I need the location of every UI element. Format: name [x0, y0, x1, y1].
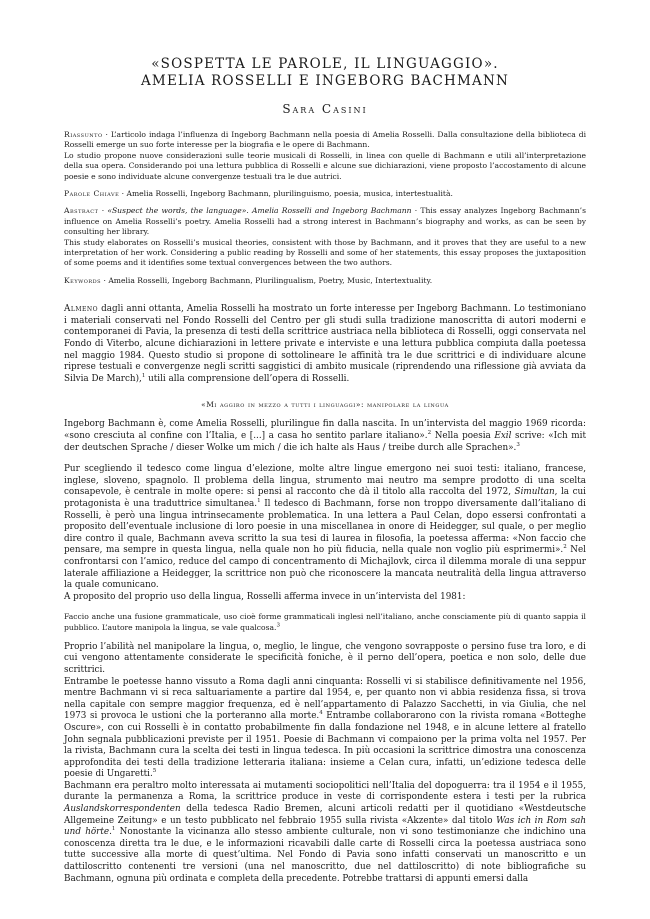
quote-text: Faccio anche una fusione grammaticale, uso cioè forme grammaticali inglesi nell’italiano, anche consciamente più di quanto sappia il pubblico. L’autore manipola la lingua, se vale qualcosa. — [64, 612, 586, 632]
abstract-p2: This study elaborates on Rosselli’s musical theories, consistent with those by Bachmann, and it proves that they are useful to a new interpretation of her work. Considering a public reading by Rosselli and some of her statements, this essay proposes the juxtaposition of some poems and it identifies some textual convergences between the two authors. — [64, 237, 586, 268]
footnote-marker: 1 — [111, 826, 116, 833]
section-title: «Mi aggiro in mezzo a tutti i linguaggi»: manipolare la lingua — [201, 400, 449, 410]
mutamenti-paragraph — [64, 781, 586, 885]
bachmann-paragraph — [64, 419, 586, 454]
simultan-title: Simultan — [514, 487, 555, 498]
roma-text-b: Entrambe collaborarono con la rivista romana «Botteghe Oscure», con cui Rosselli è in contatto probabilmente fin dalla fondazione nel 1948, e in alcune lettere al fratello John segnala pubblicazioni previste per il 1951. Poesie di Bachmann vi compaiono per la prima volta nel 1957. Per la rivista, Bachmann cura la scelta dei testi in lingua tedesca. In più occasioni la scrittrice dimostra una conoscenza approfondita dei testi della tradizione letteraria italiana: insieme a Celan cura, infatti, un’edizione tedesca delle poesie di Ungaretti. — [64, 711, 586, 780]
keywords-sep: · — [101, 275, 109, 285]
block-quote — [64, 612, 586, 632]
article-title — [64, 56, 586, 90]
was-ich-title: Was ich in Rom sah und hörte — [64, 815, 586, 838]
abilita-paragraph: Proprio l’abilità nel manipolare la lingua, o, meglio, le lingue, che vengono sovrapposte o persino fuse tra loro, e di cui vengono attentamente considerate le specificità foniche, è il perno dell’opera, poetica e non solo, delle due scrittrici. — [64, 641, 586, 675]
tedesco-text-e: A proposito del proprio uso della lingua, Rosselli afferma invece in un’intervista del 1981: — [64, 591, 466, 602]
parole-chiave-sep: · — [119, 189, 127, 199]
footnote-marker: 1 — [141, 372, 146, 379]
abstract-sep: · — [98, 206, 108, 216]
tedesco-text-c: Il tedesco di Bachmann, forse non troppo diversamente dall’italiano di Rosselli, è però una lingua intrinsecamente problematica. In una lettera a Paul Celan, dopo essersi confrontati a proposito dell’eventuale inclusione di loro poesie in una miscellanea in onore di Heidegger, sul quale, o per meglio dire contro il quale, Bachmann aveva scritto la sua tesi di laurea in filosofia, la poetessa afferma: «Non faccio che pensare, ma sempre in questa lingua, nella quale non ho più fiducia, nella quale non voglio più esprimermi». — [64, 499, 586, 556]
mutamenti-text-b: della tedesca Radio Bremen, alcuni articoli redatti per il quotidiano «Westdeutsche Allgemeine Zeitung» e un testo pubblicato nel febbraio 1955 sulla rivista «Akzente» dal titolo — [64, 804, 586, 826]
roma-text-a: Entrambe le poetesse hanno vissuto a Roma dagli anni cinquanta: Rosselli vi si stabilisce definitivamente nel 1956, mentre Bachmann vi si reca saltuariamente a partire dal 1954, e, per quanto non vi abbia residenza fissa, si trova nella capitale con sempre maggior frequenza, ed è nell’appartamento di Palazzo Sacchetti, in via Giulia, che nel 1973 si provoca le ustioni che la porteranno alla morte. — [64, 676, 586, 722]
parole-chiave-text: Amelia Rosselli, Ingeborg Bachmann, plurilinguismo, poesia, musica, intertestualità. — [126, 189, 453, 199]
bachmann-text-a: Ingeborg Bachmann è, come Amelia Rosselli, plurilingue fin dalla nascita. In un’intervista del maggio 1969 ricorda: «sono cresciuta al confine con l’Italia, e [...] a casa ho sentito parlare italiano». — [64, 419, 586, 442]
tedesco-text-d: Nel confrontarsi con l’amico, reduce del campo di concentramento di Michajlovk, circa il dilemma morale di una seppur laterale affiliazione a Heidegger, la scrittrice non può che riconoscere la mancata neutralità della lingua attraverso la quale comunicano. — [64, 545, 587, 591]
mutamenti-text-d: Nonostante la vicinanza allo stesso ambiente culturale, non vi sono testimonianze che indichino una conoscenza diretta tra le due, e le informazioni ricavabili dalle carte di Rosselli circa la poetessa austriaca sono tutte successive alla morte di quest’ultima. Nel Fondo di Pavia sono infatti conservati un manoscritto e un dattiloscritto contenenti tre versioni (una nel manoscritto, due nel dattiloscritto) di note bibliografiche su Bachmann, ognuna più ordinata e completa della precedente. Potrebbe trattarsi di appunti emersi dalla — [64, 827, 586, 884]
title-line-2: AMELIA ROSSELLI E INGEBORG BACHMANN — [140, 73, 510, 89]
footnote-marker: 1 — [257, 498, 261, 505]
keywords-label: Keywords — [64, 275, 102, 285]
intro-text-a: dagli anni ottanta, Amelia Rosselli ha mostrato un forte interesse per Ingeborg Bachmann. Lo testimoniano i materiali conservati nel Fondo Rosselli del Centro per gli studi sulla tradizione manoscritta di autori moderni e contemporanei di Pavia, la presenza di testi della scrittrice austriaca nella biblioteca di Rosselli, oggi conservata nel Fondo di Viterbo, alcune dichiarazioni in lettere private e interviste e una lettura pubblica compiuta dalla poetessa nel maggio 1984. Questo studio si propone di sottolineare le affinità tra le due scrittrici e di individuare alcune riprese testuali e convergenze negli scritti saggistici di ambito musicale (riprendendo una riflessione già avviata da Silvia De March), — [64, 304, 586, 384]
footnote-marker: 2 — [563, 544, 567, 551]
ausland-title: Auslandskorrespondenten — [64, 804, 181, 815]
roma-paragraph — [64, 677, 586, 781]
footnote-marker: 3 — [516, 441, 520, 448]
footnote-marker: 5 — [152, 768, 157, 775]
parole-chiave — [64, 189, 586, 199]
intro-first-word: Almeno — [64, 304, 99, 315]
bachmann-text-c: scrive: «Ich mit der deutschen Sprache / dieser Wolke um mich / die ich halte als Haus / treibe durch alle Sprachen». — [64, 431, 586, 453]
abstract-title: «Suspect the words, the language». Amelia Rosselli and Ingeborg Bachmann — [107, 206, 412, 216]
riassunto-label: Riassunto — [64, 130, 103, 139]
abstract-block — [64, 206, 586, 268]
riassunto-sep: · — [102, 130, 111, 139]
footnote-marker: 4 — [319, 710, 323, 717]
abstract-p1 — [64, 206, 586, 237]
riassunto-p2: Lo studio propone nuove considerazioni sulle teorie musicali di Rosselli, in linea con quelle di Bachmann e utili all’interpretazione della sua opera. Considerando poi una lettura pubblica di Rosselli e alcune sue dichiarazioni, viene proposto l’accostamento di alcune poesie e sono individuate alcune convergenze testuali tra le due autrici. — [64, 150, 586, 181]
exil-title: Exil — [494, 431, 512, 442]
footnote-marker: 3 — [276, 622, 280, 629]
abstract-sep-2: · — [411, 206, 421, 216]
riassunto-text-1: L’articolo indaga l’influenza di Ingeborg Bachmann nella poesia di Amelia Rosselli. Dalla consultazione della biblioteca di Rosselli emerge un suo forte interesse per la biografia e le opere di Bachmann. — [64, 130, 586, 150]
keywords-block — [64, 276, 586, 286]
intro-text-b: utili alla comprensione dell’opera di Rosselli. — [145, 373, 350, 384]
footnote-marker: 2 — [427, 430, 432, 437]
mutamenti-text-c: . — [109, 827, 112, 838]
mutamenti-text-a: Bachmann era peraltro molto interessata ai mutamenti sociopolitici nell’Italia del dopoguerra: tra il 1954 e il 1955, durante la permanenza a Roma, la scrittrice produce in veste di corrispondente estera i testi per la rubrica — [64, 780, 586, 803]
abstract-text-1: This essay analyzes Ingeborg Bachmann’s influence on Amelia Rosselli’s poetry. Amelia Rosselli had a strong interest in Bachmann’s biography and works, as can be seen by consulting her library. — [64, 206, 586, 237]
parole-chiave-block — [64, 189, 586, 199]
tedesco-text-b: , la cui protagonista è una traduttrice simultanea. — [64, 487, 586, 509]
tedesco-paragraph — [64, 464, 586, 603]
abstract-label: Abstract — [64, 206, 99, 216]
keywords — [64, 276, 586, 286]
intro-paragraph — [64, 304, 586, 385]
page — [64, 56, 586, 885]
parole-chiave-label: Parole Chiave — [64, 189, 120, 199]
riassunto-block — [64, 130, 586, 182]
title-line-1: «SOSPETTA LE PAROLE, IL LINGUAGGIO». — [151, 56, 499, 72]
tedesco-text-a: Pur scegliendo il tedesco come lingua d’elezione, molte altre lingue emergono nei suoi testi: italiano, francese, inglese, sloveno, spagnolo. Il problema della lingua, strumento mai neutro ma sempre prodotto di una scelta consapevole, è centrale in molte opere: si pensi al racconto che dà il titolo alla raccolta del 1972, — [64, 464, 586, 498]
keywords-text: Amelia Rosselli, Ingeborg Bachmann, Plurilingualism, Poetry, Music, Intertextuality. — [108, 275, 433, 285]
riassunto-p1 — [64, 130, 586, 151]
author-name: Sara Casini — [282, 102, 368, 116]
bachmann-text-b: Nella poesia — [431, 431, 495, 442]
